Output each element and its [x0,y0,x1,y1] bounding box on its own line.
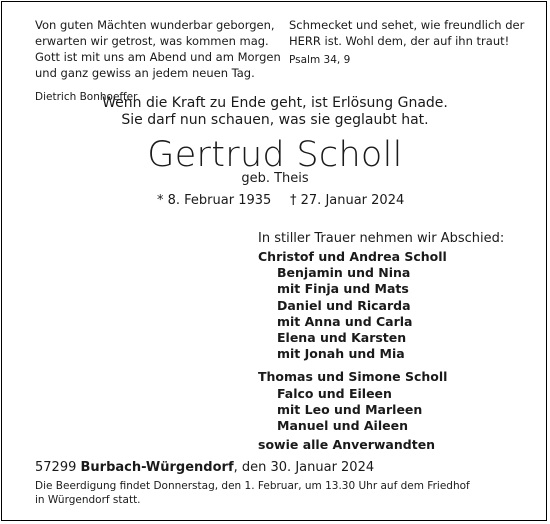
quote-author: Psalm 34, 9 [289,54,351,66]
funeral-line: Die Beerdigung findet Donnerstag, den 1. Februar, um 13.30 Uhr auf dem Friedhof [35,480,470,492]
family-member: Benjamin und Nina [277,265,411,281]
verse-line: Sie darf nun schauen, was sie geglaubt hat. [121,112,429,128]
place-date [35,460,374,475]
funeral-info [35,479,470,507]
quote-line: und ganz gewiss an jedem neuen Tag. [35,66,255,80]
funeral-line: in Würgendorf statt. [35,494,141,506]
verse-line: Wenn die Kraft zu Ende geht, ist Erlösung Gnade. [102,95,448,111]
closing-relatives: sowie alle Anverwandten [258,437,436,453]
family-member: mit Finja und Mats [277,281,409,297]
notice-date: , den 30. Januar 2024 [233,460,375,475]
quote-line: Von guten Mächten wunderbar geborgen, [35,18,275,32]
quote-bonhoeffer [35,17,281,105]
family-member: mit Anna und Carla [277,313,413,329]
quote-psalm [289,17,524,68]
family-member: mit Jonah und Mia [277,346,405,362]
town: Burbach-Würgendorf [80,460,234,475]
quote-line: erwarten wir getrost, was kommen mag. [35,34,269,48]
family-member: mit Leo und Marleen [277,401,423,417]
quote-line: HERR ist. Wohl dem, der auf ihn traut! [289,34,510,48]
quote-line: Gott ist mit uns am Abend und am Morgen [35,50,281,64]
birth-name: geb. Theis [241,171,309,186]
quote-line: Schmecket und sehet, wie freundlich der [289,18,525,32]
family-member: Daniel und Ricarda [277,297,411,313]
family-member: Elena und Karsten [277,330,407,346]
deceased-name: Gertrud Scholl [147,135,403,175]
family-member: Manuel und Aileen [277,418,408,434]
birth-date: * 8. Februar 1935 [157,193,272,208]
mourners-list [258,249,447,453]
family-member: Falco und Eileen [277,385,392,401]
family-head: Christof und Andrea Scholl [258,249,447,264]
mourning-intro: In stiller Trauer nehmen wir Abschied: [258,231,505,246]
family-head: Thomas und Simone Scholl [258,369,448,385]
quote-author: Dietrich Bonhoeffer [35,91,138,103]
death-date: † 27. Januar 2024 [290,193,405,208]
zip-code: 57299 [35,460,77,475]
